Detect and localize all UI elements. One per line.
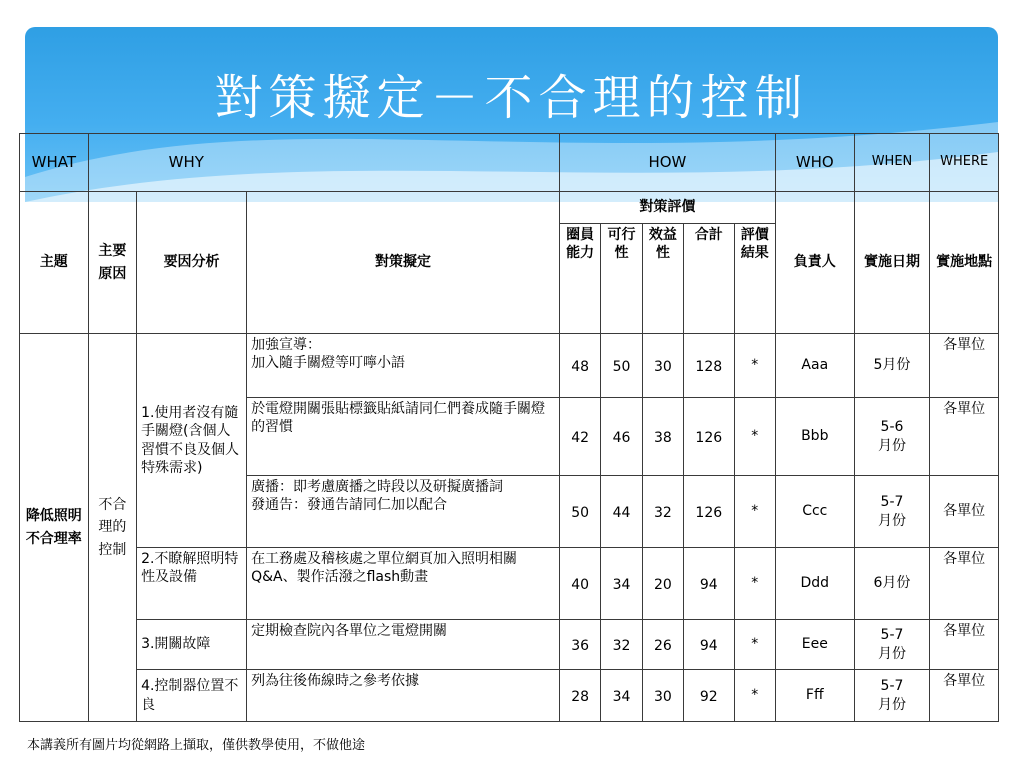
table-row bbox=[20, 548, 999, 620]
eval-result-cell: * bbox=[734, 670, 775, 722]
plan-header: 對策擬定 bbox=[247, 192, 560, 334]
eval-feasibility-header: 可行性 bbox=[601, 224, 642, 334]
eval-benefit-value: 30 bbox=[653, 689, 672, 706]
eval-result-cell: * bbox=[734, 620, 775, 670]
date-cell: 5-7 月份 bbox=[854, 620, 930, 670]
eval-benefit-cell bbox=[642, 398, 683, 476]
header-who: WHO bbox=[775, 134, 854, 192]
eval-result-cell: * bbox=[734, 398, 775, 476]
footer-note: 本講義所有圖片均從網路上擷取，僅供教學使用，不做他途 bbox=[27, 738, 366, 753]
eval-ability-value: 28 bbox=[571, 689, 590, 706]
eval-total-cell bbox=[684, 334, 734, 398]
eval-total-cell bbox=[684, 398, 734, 476]
factor-cell: 3.開關故障 bbox=[137, 620, 247, 670]
plan-cell: 列為往後佈線時之參考依據 bbox=[247, 670, 560, 722]
eval-total-value: 126 bbox=[695, 505, 723, 522]
eval-ability-cell bbox=[559, 548, 600, 620]
eval-total-value: 126 bbox=[695, 430, 723, 447]
place-cell: 各單位 bbox=[930, 398, 999, 476]
person-cell: Ccc bbox=[775, 476, 854, 548]
factor-cell: 2.不瞭解照明特性及設備 bbox=[137, 548, 247, 620]
eval-feasibility-value: 34 bbox=[612, 577, 631, 594]
eval-benefit-cell bbox=[642, 548, 683, 620]
place-cell: 各單位 bbox=[930, 334, 999, 398]
eval-benefit-cell bbox=[642, 334, 683, 398]
eval-ability-value: 36 bbox=[571, 638, 590, 655]
place-cell: 各單位 bbox=[930, 670, 999, 722]
eval-feasibility-cell bbox=[601, 548, 642, 620]
person-cell: Eee bbox=[775, 620, 854, 670]
eval-benefit-header: 效益性 bbox=[642, 224, 683, 334]
place-cell: 各單位 bbox=[930, 548, 999, 620]
eval-feasibility-cell bbox=[601, 334, 642, 398]
eval-result-cell: * bbox=[734, 334, 775, 398]
header-why bbox=[88, 134, 559, 192]
header-where: WHERE bbox=[930, 134, 999, 192]
eval-total-cell bbox=[684, 670, 734, 722]
main-cause-header: 主要原因 bbox=[88, 192, 136, 334]
eval-result-header: 評價結果 bbox=[734, 224, 775, 334]
eval-benefit-cell bbox=[642, 620, 683, 670]
eval-ability-cell bbox=[559, 398, 600, 476]
place-cell: 各單位 bbox=[930, 476, 999, 548]
cause-cell: 不合理的控制 bbox=[88, 334, 136, 722]
factor-header: 要因分析 bbox=[137, 192, 247, 334]
eval-result-cell: * bbox=[734, 548, 775, 620]
plan-cell: 於電燈開關張貼標籤貼紙請同仁們養成隨手關燈的習慣 bbox=[247, 398, 560, 476]
page-title: 對策擬定－不合理的控制 bbox=[214, 70, 809, 126]
eval-ability-cell bbox=[559, 476, 600, 548]
eval-feasibility-value: 34 bbox=[612, 689, 631, 706]
eval-benefit-value: 30 bbox=[653, 359, 672, 376]
person-cell: Ddd bbox=[775, 548, 854, 620]
eval-total-cell bbox=[684, 620, 734, 670]
table-row bbox=[20, 620, 999, 670]
eval-result-cell: * bbox=[734, 476, 775, 548]
person-cell: Aaa bbox=[775, 334, 854, 398]
plan-cell: 定期檢查院內各單位之電燈開關 bbox=[247, 620, 560, 670]
eval-ability-value: 40 bbox=[571, 577, 590, 594]
date-cell: 5-7 月份 bbox=[854, 476, 930, 548]
subheader-row-1 bbox=[20, 192, 999, 224]
eval-ability-cell bbox=[559, 670, 600, 722]
table-row bbox=[20, 334, 999, 398]
header-row bbox=[20, 134, 999, 192]
eval-feasibility-value: 50 bbox=[612, 359, 631, 376]
plan-cell: 加強宣導： 加入隨手關燈等叮嚀小語 bbox=[247, 334, 560, 398]
factor-cell: 1.使用者沒有隨手關燈(含個人習慣不良及個人特殊需求) bbox=[137, 334, 247, 548]
eval-ability-value: 48 bbox=[571, 359, 590, 376]
eval-total-value: 128 bbox=[695, 359, 723, 376]
eval-feasibility-cell bbox=[601, 398, 642, 476]
place-cell: 各單位 bbox=[930, 620, 999, 670]
date-cell: 5-7 月份 bbox=[854, 670, 930, 722]
header-when: WHEN bbox=[854, 134, 930, 192]
eval-benefit-cell bbox=[642, 670, 683, 722]
countermeasure-table bbox=[19, 133, 999, 722]
eval-ability-value: 42 bbox=[571, 430, 590, 447]
eval-benefit-value: 32 bbox=[653, 505, 672, 522]
header-why-label: WHY bbox=[168, 152, 204, 171]
eval-benefit-value: 20 bbox=[653, 577, 672, 594]
eval-feasibility-cell bbox=[601, 620, 642, 670]
eval-ability-cell bbox=[559, 620, 600, 670]
eval-feasibility-cell bbox=[601, 670, 642, 722]
eval-feasibility-cell bbox=[601, 476, 642, 548]
date-cell: 5月份 bbox=[854, 334, 930, 398]
eval-total-value: 92 bbox=[699, 689, 718, 706]
person-cell: Fff bbox=[775, 670, 854, 722]
plan-cell: 在工務處及稽核處之單位網頁加入照明相關Q&A、製作活潑之flash動畫 bbox=[247, 548, 560, 620]
header-what: WHAT bbox=[20, 134, 89, 192]
eval-total-value: 94 bbox=[699, 577, 718, 594]
eval-total-cell bbox=[684, 476, 734, 548]
person-header: 負責人 bbox=[775, 192, 854, 334]
eval-total-value: 94 bbox=[699, 638, 718, 655]
factor-cell: 4.控制器位置不良 bbox=[137, 670, 247, 722]
eval-total-cell bbox=[684, 548, 734, 620]
plan-cell: 廣播：即考慮廣播之時段以及研擬廣播詞 發通告：發通告請同仁加以配合 bbox=[247, 476, 560, 548]
eval-benefit-cell bbox=[642, 476, 683, 548]
topic-header: 主題 bbox=[20, 192, 89, 334]
eval-total-header: 合計 bbox=[684, 224, 734, 334]
place-header: 實施地點 bbox=[930, 192, 999, 334]
table-row bbox=[20, 670, 999, 722]
eval-ability-cell bbox=[559, 334, 600, 398]
person-cell: Bbb bbox=[775, 398, 854, 476]
eval-feasibility-value: 46 bbox=[612, 430, 631, 447]
eval-feasibility-value: 32 bbox=[612, 638, 631, 655]
date-header: 實施日期 bbox=[854, 192, 930, 334]
evaluation-header: 對策評價 bbox=[559, 192, 775, 224]
eval-ability-value: 50 bbox=[571, 505, 590, 522]
eval-feasibility-value: 44 bbox=[612, 505, 631, 522]
eval-benefit-value: 38 bbox=[653, 430, 672, 447]
header-how: HOW bbox=[559, 134, 775, 192]
date-cell: 6月份 bbox=[854, 548, 930, 620]
date-cell: 5-6 月份 bbox=[854, 398, 930, 476]
topic-cell: 降低照明不合理率 bbox=[20, 334, 89, 722]
eval-benefit-value: 26 bbox=[653, 638, 672, 655]
eval-ability-header: 圈員能力 bbox=[559, 224, 600, 334]
